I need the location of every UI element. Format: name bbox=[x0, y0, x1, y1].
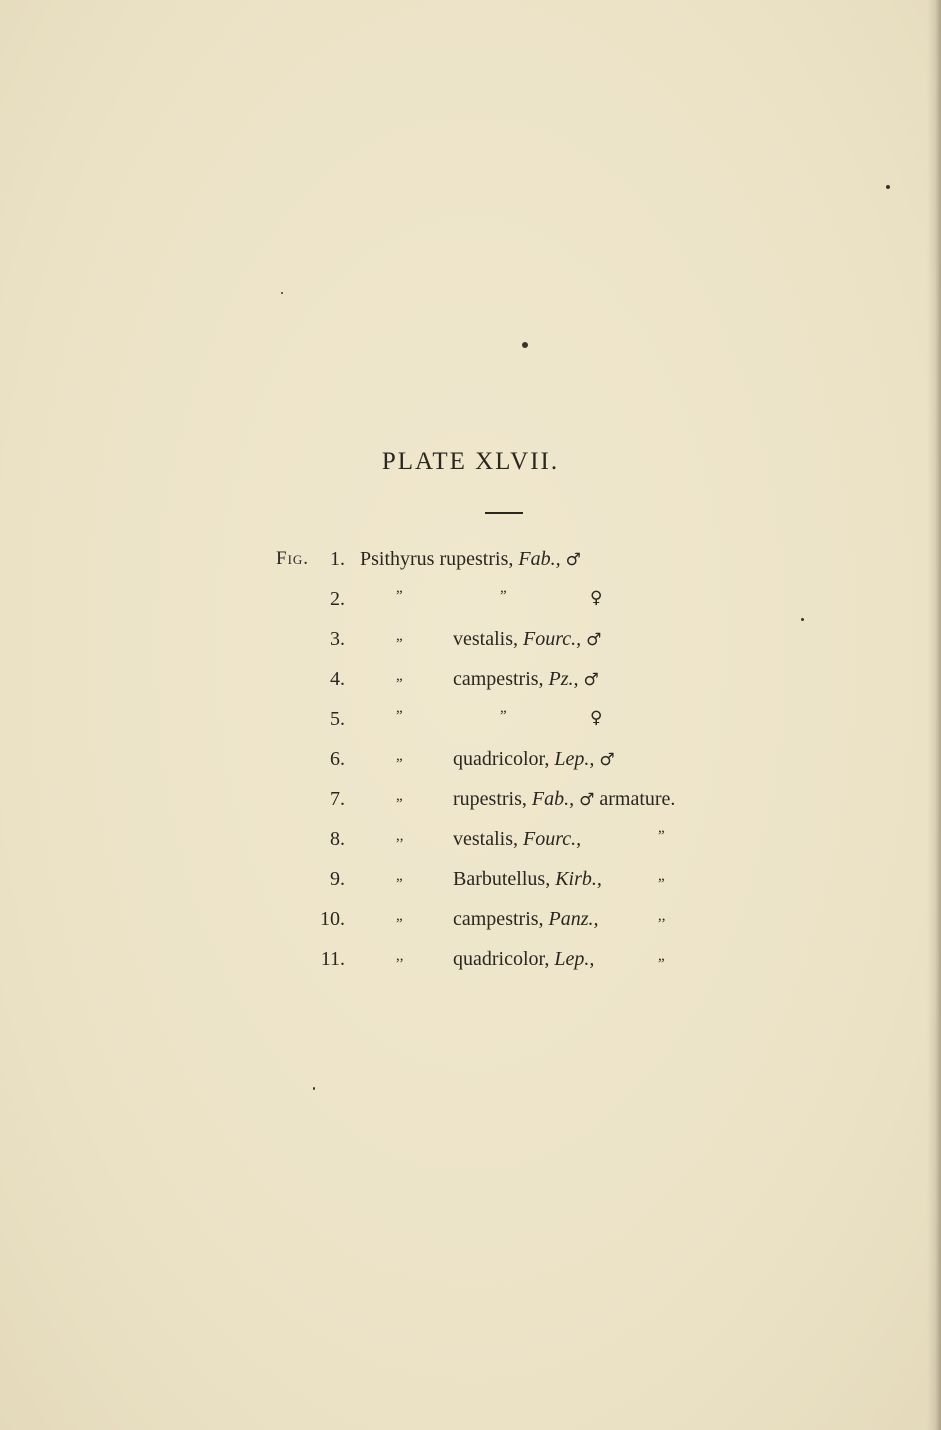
ink-speck bbox=[886, 185, 890, 189]
male-symbol: ♂ bbox=[599, 750, 615, 770]
fig-number: 1. bbox=[330, 548, 345, 570]
title-rule bbox=[485, 512, 523, 514]
ditto-mark: „ bbox=[396, 668, 403, 684]
fig-number: 11. bbox=[320, 948, 345, 970]
ditto-mark: „ bbox=[658, 868, 665, 884]
ditto-mark: „ bbox=[396, 628, 403, 644]
fig-number: 2. bbox=[330, 588, 345, 610]
ditto-mark: ,, bbox=[658, 908, 666, 924]
ditto-mark: ,, bbox=[396, 828, 404, 844]
ditto-mark: „ bbox=[396, 748, 403, 764]
figure-row bbox=[0, 668, 941, 698]
figure-row bbox=[0, 628, 941, 658]
plate-title: PLATE XLVII. bbox=[381, 448, 560, 475]
fig-number: 5. bbox=[330, 708, 345, 730]
ink-speck bbox=[281, 292, 283, 294]
ditto-mark: „ bbox=[396, 868, 403, 884]
female-symbol: ♀ bbox=[590, 588, 603, 608]
fig-number: 9. bbox=[330, 868, 345, 890]
ditto-mark: „ bbox=[396, 788, 403, 804]
species-entry: quadricolor, Lep., bbox=[453, 948, 595, 970]
male-symbol: ♂ bbox=[565, 550, 581, 570]
species-entry: vestalis, Fourc., bbox=[453, 828, 582, 850]
fig-number: 4. bbox=[330, 668, 345, 690]
ink-speck bbox=[522, 342, 528, 348]
ditto-mark: „ bbox=[658, 948, 665, 964]
male-symbol: ♂ bbox=[586, 630, 602, 650]
ditto-mark: ” bbox=[396, 588, 403, 604]
ditto-mark: ” bbox=[396, 708, 403, 724]
species-entry: quadricolor, Lep., ♂ bbox=[453, 748, 615, 770]
fig-number: 6. bbox=[330, 748, 345, 770]
figure-row bbox=[0, 828, 941, 858]
male-symbol: ♂ bbox=[579, 790, 595, 810]
ditto-mark: ,, bbox=[396, 948, 404, 964]
figure-row bbox=[0, 548, 941, 578]
species-entry: campestris, Pz., ♂ bbox=[453, 668, 599, 690]
fig-number: 7. bbox=[330, 788, 345, 810]
species-entry: rupestris, Fab., ♂ armature. bbox=[453, 788, 676, 810]
fig-number: 10. bbox=[320, 908, 345, 930]
ditto-mark: ” bbox=[658, 828, 665, 844]
male-symbol: ♂ bbox=[583, 670, 599, 690]
ditto-mark: ” bbox=[500, 588, 507, 604]
genus-name: Psithyrus rupestris, Fab., ♂ bbox=[360, 548, 581, 570]
ditto-mark: „ bbox=[396, 908, 403, 924]
ink-speck bbox=[313, 1087, 315, 1090]
figure-row bbox=[0, 868, 941, 898]
note-text: armature. bbox=[599, 788, 676, 810]
ink-speck bbox=[801, 618, 804, 621]
fig-number: 8. bbox=[330, 828, 345, 850]
fig-label: Fig. bbox=[276, 548, 310, 569]
figure-row bbox=[0, 908, 941, 938]
figure-row bbox=[0, 788, 941, 818]
species-entry: Barbutellus, Kirb., bbox=[453, 868, 602, 890]
figure-row bbox=[0, 948, 941, 978]
species-entry: vestalis, Fourc., ♂ bbox=[453, 628, 602, 650]
figure-row bbox=[0, 708, 941, 738]
figure-row bbox=[0, 748, 941, 778]
fig-number: 3. bbox=[330, 628, 345, 650]
figure-row bbox=[0, 588, 941, 618]
female-symbol: ♀ bbox=[590, 708, 603, 728]
ditto-mark: ” bbox=[500, 708, 507, 724]
species-entry: campestris, Panz., bbox=[453, 908, 599, 930]
